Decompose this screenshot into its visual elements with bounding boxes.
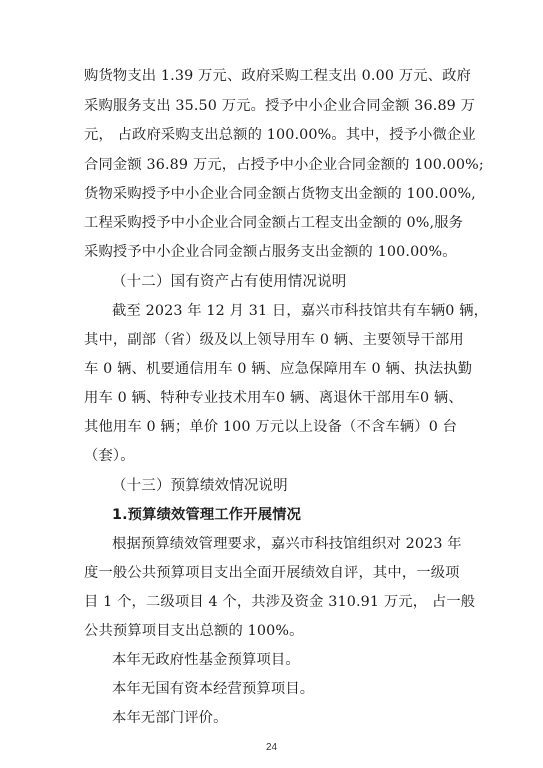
body-line: （套）。 xyxy=(84,448,135,464)
section-heading-13: （十三）预算绩效情况说明 xyxy=(112,478,288,494)
body-line: 元， 占政府采购支出总额的 100.00%。其中，授予小微企业 xyxy=(84,127,476,143)
section-heading-12: （十二）国有资产占有使用情况说明 xyxy=(112,274,347,290)
body-line: 公共预算项目支出总额的 100%。 xyxy=(84,623,304,639)
body-line: 合同金额 36.89 万元，占授予中小企业合同金额的 100.00%; xyxy=(84,157,484,173)
body-line: 车 0 辆、机要通信用车 0 辆、应急保障用车 0 辆、执法执勤 xyxy=(84,361,473,377)
body-line: 目 1 个，二级项目 4 个，共涉及资金 310.91 万元， 占一般 xyxy=(84,594,476,610)
body-line: 购货物支出 1.39 万元、政府采购工程支出 0.00 万元、政府 xyxy=(84,68,472,84)
subsection-heading: 1.预算绩效管理工作开展情况 xyxy=(112,507,302,523)
page-number: 24 xyxy=(265,742,278,753)
body-line: 截至 2023 年 12 月 31 日，嘉兴市科技馆共有车辆0 辆， xyxy=(112,303,489,319)
body-line: 根据预算绩效管理要求，嘉兴市科技馆组织对 2023 年 xyxy=(112,536,462,552)
body-line: 本年无国有资本经营预算项目。 xyxy=(112,681,315,697)
body-line: 采购服务支出 35.50 万元。授予中小企业合同金额 36.89 万 xyxy=(84,98,476,114)
body-line: 本年无政府性基金预算项目。 xyxy=(112,652,300,668)
body-line: 其中，副部（省）级及以上领导用车 0 辆、主要领导干部用 xyxy=(84,332,464,348)
body-line: 本年无部门评价。 xyxy=(112,710,228,726)
body-line: 采购授予中小企业合同金额占服务支出金额的 100.00%。 xyxy=(84,244,457,260)
body-line: 其他用车 0 辆；单价 100 万元以上设备（不含车辆）0 台 xyxy=(84,419,458,435)
body-line: 度一般公共预算项目支出全面开展绩效自评，其中，一级项 xyxy=(84,565,460,581)
body-line: 用车 0 辆、特种专业技术用车0 辆、离退休干部用车0 辆、 xyxy=(84,390,463,406)
body-line: 工程采购授予中小企业合同金额占工程支出金额的 0%,服务 xyxy=(84,215,464,231)
body-line: 货物采购授予中小企业合同金额占货物支出金额的 100.00%, xyxy=(84,186,476,202)
